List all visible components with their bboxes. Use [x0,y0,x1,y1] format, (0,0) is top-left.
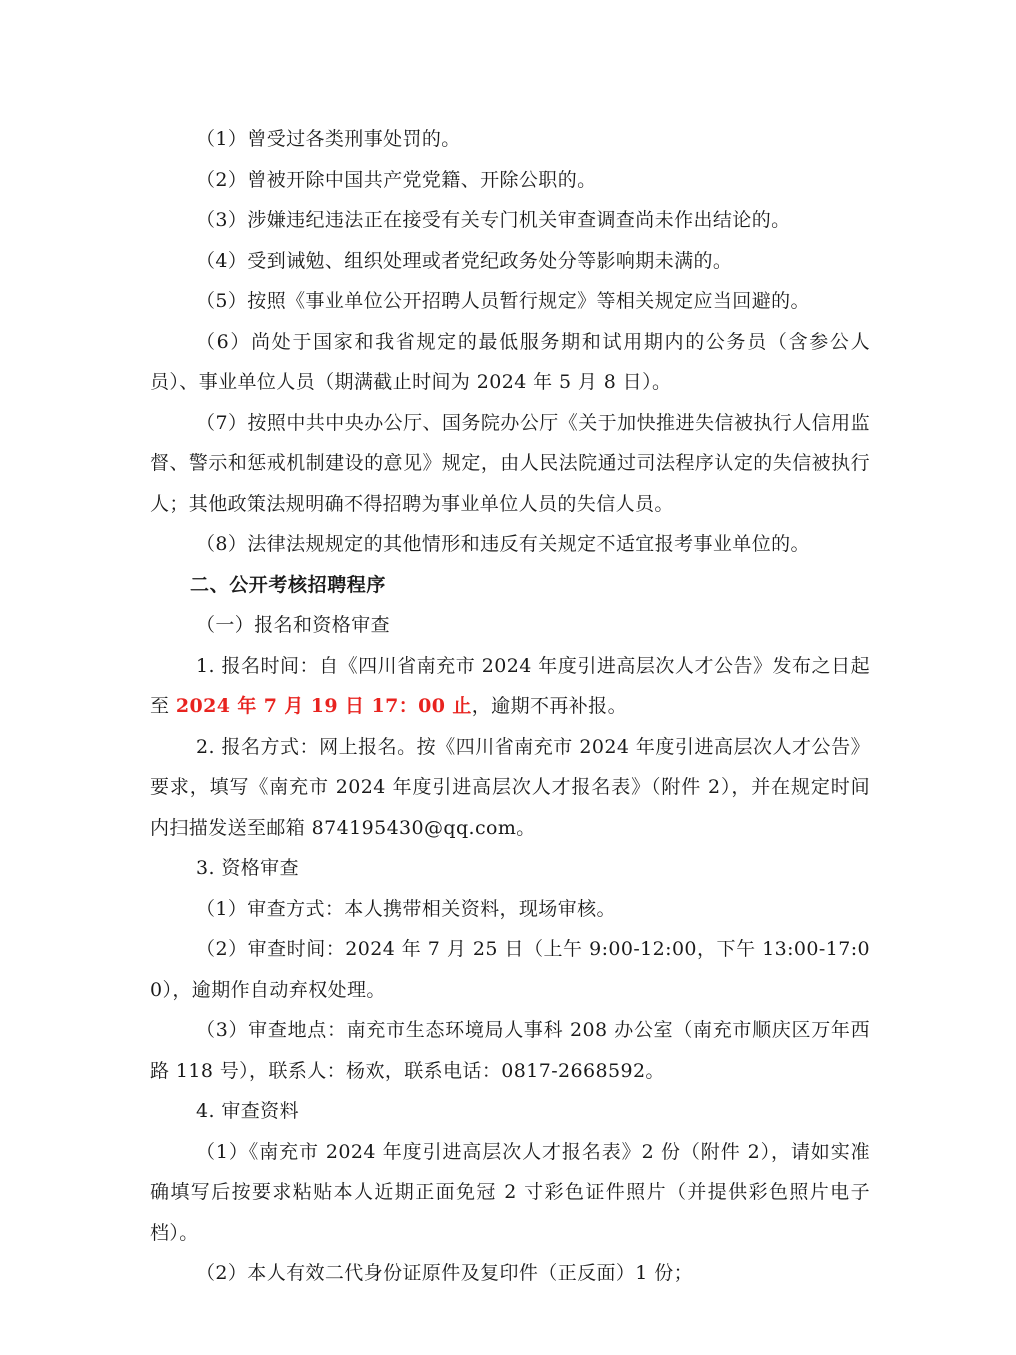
review-material-item-1: （1）《南充市 2024 年度引进高层次人才报名表》2 份（附件 2），请如实准确填写后按要求粘贴本人近期正面免冠 2 寸彩色证件照片（并提供彩色照片电子档）。 [150,1140,870,1244]
registration-time [150,646,870,727]
disqualification-item-3: （3）涉嫌违纪违法正在接受有关专门机关审查调查尚未作出结论的。 [196,209,791,231]
registration-deadline: 2024 年 7 月 19 日 17：00 止 [175,695,472,717]
qualification-review-method: （1）审查方式：本人携带相关资料，现场审核。 [196,897,616,920]
review-materials-heading: 4. 审查资料 [196,1100,299,1122]
document-body [150,119,870,1294]
qualification-review-location: （3）审查地点：南充市生态环境局人事科 208 办公室（南充市顺庆区万年西路 118 号），联系人：杨欢，联系电话：0817-2668592。 [150,1019,870,1082]
qualification-review-time: （2）审查时间：2024 年 7 月 25 日（上午 9:00-12:00，下午 13:00-17:00），逾期作自动弃权处理。 [150,938,870,1001]
disqualification-item-6: （6）尚处于国家和我省规定的最低服务期和试用期内的公务员（含参公人员）、事业单位人员（期满截止时间为 2024 年 5 月 8 日）。 [150,330,870,393]
disqualification-item-4: （4）受到诫勉、组织处理或者党纪政务处分等影响期未满的。 [196,249,733,272]
section-heading: 二、公开考核招聘程序 [190,573,387,596]
registration-time-suffix: ，逾期不再补报。 [471,695,627,717]
registration-time-prefix: 1. 报名时间：自《四川省南充市 2024 年度引进高层次人才公告》发布之日起至 [150,654,870,717]
disqualification-item-1: （1）曾受过各类刑事处罚的。 [196,128,461,150]
subsection-heading: （一）报名和资格审查 [196,614,391,636]
review-material-item-2: （2）本人有效二代身份证原件及复印件（正反面）1 份； [196,1262,694,1284]
disqualification-item-8: （8）法律法规规定的其他情形和违反有关规定不适宜报考事业单位的。 [196,533,810,555]
qualification-review-heading: 3. 资格审查 [196,857,299,879]
registration-method: 2. 报名方式：网上报名。按《四川省南充市 2024 年度引进高层次人才公告》要求，填写《南充市 2024 年度引进高层次人才报名表》（附件 2），并在规定时间内扫描发送至邮箱 874195430@qq.com。 [150,735,870,839]
disqualification-item-7: （7）按照中共中央办公厅、国务院办公厅《关于加快推进失信被执行人信用监督、警示和惩戒机制建设的意见》规定，由人民法院通过司法程序认定的失信被执行人；其他政策法规明确不得招聘为事业单位人员的失信人员。 [150,411,870,515]
disqualification-item-2: （2）曾被开除中国共产党党籍、开除公职的。 [196,168,597,191]
disqualification-item-5: （5）按照《事业单位公开招聘人员暂行规定》等相关规定应当回避的。 [196,290,810,312]
